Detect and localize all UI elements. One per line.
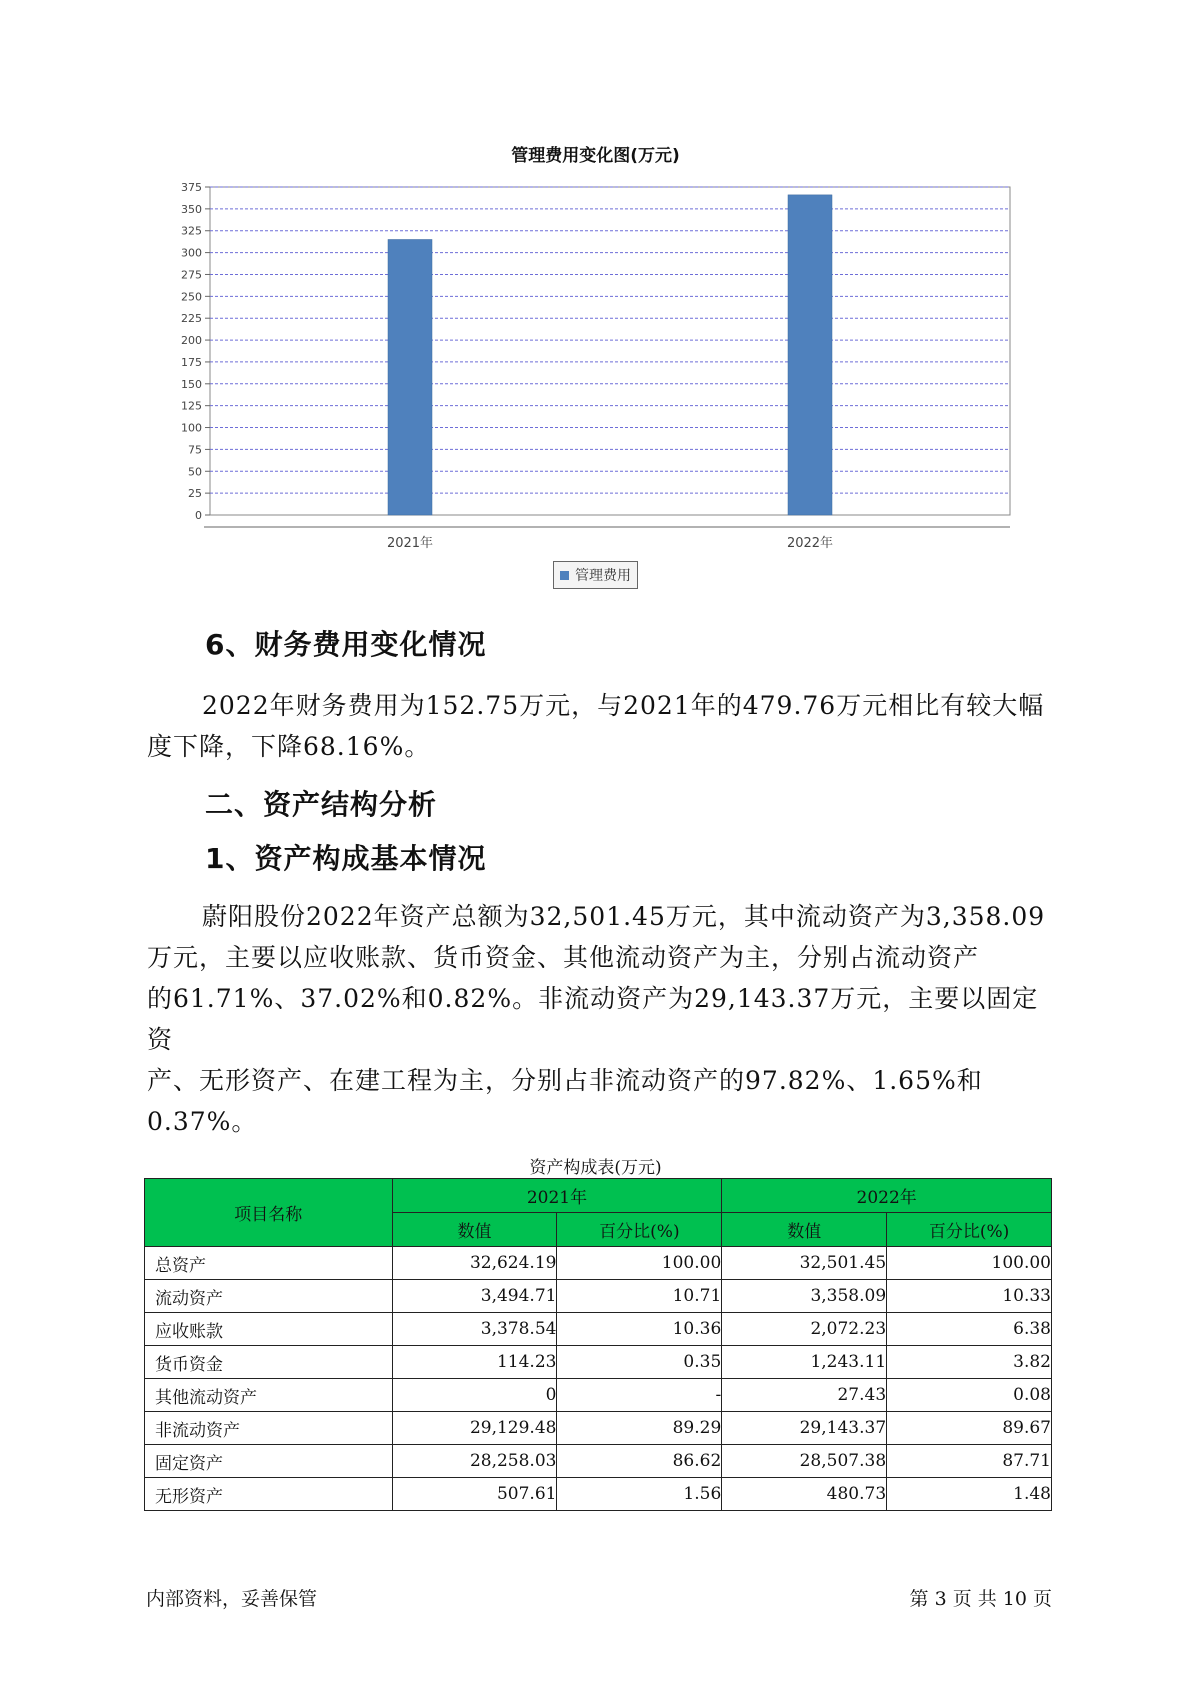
table-caption: 资产构成表(万元) bbox=[529, 1158, 662, 1178]
y-tick-label: 225 bbox=[181, 312, 202, 326]
cell-percent-2021: 10.71 bbox=[557, 1280, 722, 1313]
y-tick-label: 0 bbox=[195, 509, 202, 522]
cell-value-2022: 480.73 bbox=[722, 1478, 887, 1511]
paragraph-line: 度下降，下降68.16%。 bbox=[147, 732, 431, 761]
cell-percent-2022: 87.71 bbox=[887, 1445, 1052, 1478]
paragraph-line: 的61.71%、37.02%和0.82%。非流动资产为29,143.37万元，主要以固定资 bbox=[147, 984, 1039, 1054]
row-label: 总资产 bbox=[145, 1247, 393, 1280]
cell-value-2022: 3,358.09 bbox=[722, 1280, 887, 1313]
table-row bbox=[145, 1313, 1052, 1346]
cell-percent-2022: 0.08 bbox=[887, 1379, 1052, 1412]
row-label: 固定资产 bbox=[145, 1445, 393, 1478]
y-tick-label: 325 bbox=[181, 224, 202, 238]
y-tick-label: 350 bbox=[181, 202, 202, 216]
bar bbox=[788, 195, 832, 515]
cell-value-2021: 507.61 bbox=[392, 1478, 557, 1511]
paragraph-line: 万元，主要以应收账款、货币资金、其他流动资产为主，分别占流动资产 bbox=[147, 943, 980, 972]
section-6-heading: 6、财务费用变化情况 bbox=[205, 628, 487, 661]
x-tick-label: 2021年 bbox=[386, 536, 434, 550]
header-percent: 百分比(%) bbox=[557, 1213, 722, 1247]
cell-percent-2022: 1.48 bbox=[887, 1478, 1052, 1511]
paragraph-line: 2022年财务费用为152.75万元，与2021年的479.76万元相比有较大幅 bbox=[202, 691, 1045, 720]
y-tick-label: 375 bbox=[181, 181, 202, 194]
cell-value-2022: 32,501.45 bbox=[722, 1247, 887, 1280]
y-tick-label: 200 bbox=[181, 334, 202, 348]
paragraph-line: 0.37%。 bbox=[147, 1107, 258, 1136]
cell-percent-2021: 10.36 bbox=[557, 1313, 722, 1346]
cell-value-2021: 114.23 bbox=[392, 1346, 557, 1379]
cell-value-2022: 28,507.38 bbox=[722, 1445, 887, 1478]
row-label: 其他流动资产 bbox=[145, 1379, 393, 1412]
cell-percent-2022: 6.38 bbox=[887, 1313, 1052, 1346]
cell-percent-2021: 100.00 bbox=[557, 1247, 722, 1280]
cell-percent-2021: 86.62 bbox=[557, 1445, 722, 1478]
paragraph-line: 蔚阳股份2022年资产总额为32,501.45万元，其中流动资产为3,358.09 bbox=[202, 902, 1046, 931]
paragraph-line: 产、无形资产、在建工程为主，分别占非流动资产的97.82%、1.65%和 bbox=[147, 1066, 983, 1095]
section-1-heading: 1、资产构成基本情况 bbox=[205, 842, 487, 875]
cell-percent-2022: 10.33 bbox=[887, 1280, 1052, 1313]
row-label: 无形资产 bbox=[145, 1478, 393, 1511]
y-tick-label: 25 bbox=[188, 487, 202, 501]
row-label: 非流动资产 bbox=[145, 1412, 393, 1445]
table-row bbox=[145, 1346, 1052, 1379]
table-row bbox=[145, 1247, 1052, 1280]
cell-value-2021: 29,129.48 bbox=[392, 1412, 557, 1445]
cell-value-2022: 1,243.11 bbox=[722, 1346, 887, 1379]
cell-value-2022: 29,143.37 bbox=[722, 1412, 887, 1445]
footer-confidential-note: 内部资料，妥善保管 bbox=[146, 1588, 318, 1610]
x-tick-label: 2022年 bbox=[786, 536, 834, 550]
cell-value-2021: 0 bbox=[392, 1379, 557, 1412]
section-2-heading: 二、资产结构分析 bbox=[205, 788, 438, 821]
bar bbox=[388, 239, 432, 515]
y-tick-label: 75 bbox=[188, 443, 202, 457]
footer-page-number: 第 3 页 共 10 页 bbox=[909, 1588, 1052, 1610]
asset-table bbox=[144, 1178, 1052, 1511]
legend-label: 管理费用 bbox=[575, 568, 631, 584]
table-row bbox=[145, 1280, 1052, 1313]
cell-value-2022: 27.43 bbox=[722, 1379, 887, 1412]
cell-percent-2022: 3.82 bbox=[887, 1346, 1052, 1379]
chart-title: 管理费用变化图(万元) bbox=[511, 146, 680, 166]
cell-percent-2021: - bbox=[557, 1379, 722, 1412]
row-label: 货币资金 bbox=[145, 1346, 393, 1379]
header-percent: 百分比(%) bbox=[887, 1213, 1052, 1247]
cell-value-2021: 3,494.71 bbox=[392, 1280, 557, 1313]
section-6-paragraph bbox=[147, 685, 1057, 767]
y-tick-label: 50 bbox=[188, 465, 202, 479]
header-year-2021: 2021年 bbox=[392, 1179, 722, 1213]
table-row bbox=[145, 1412, 1052, 1445]
cell-value-2021: 28,258.03 bbox=[392, 1445, 557, 1478]
cell-percent-2022: 89.67 bbox=[887, 1412, 1052, 1445]
cell-percent-2021: 1.56 bbox=[557, 1478, 722, 1511]
legend-swatch bbox=[560, 571, 569, 580]
table-row bbox=[145, 1379, 1052, 1412]
y-tick-label: 300 bbox=[181, 246, 202, 260]
section-1-paragraph bbox=[147, 896, 1057, 1142]
y-tick-label: 175 bbox=[181, 355, 202, 369]
plot-area bbox=[210, 187, 1010, 515]
chart-legend bbox=[553, 561, 638, 589]
cell-percent-2021: 89.29 bbox=[557, 1412, 722, 1445]
y-tick-label: 275 bbox=[181, 268, 202, 282]
y-tick-label: 125 bbox=[181, 399, 202, 413]
header-item-name: 项目名称 bbox=[145, 1179, 393, 1247]
table-row bbox=[145, 1445, 1052, 1478]
y-tick-label: 100 bbox=[181, 421, 202, 435]
row-label: 应收账款 bbox=[145, 1313, 393, 1346]
row-label: 流动资产 bbox=[145, 1280, 393, 1313]
table-row bbox=[145, 1478, 1052, 1511]
bar-chart bbox=[150, 175, 1020, 550]
cell-value-2022: 2,072.23 bbox=[722, 1313, 887, 1346]
cell-percent-2021: 0.35 bbox=[557, 1346, 722, 1379]
header-year-2022: 2022年 bbox=[722, 1179, 1052, 1213]
cell-value-2021: 32,624.19 bbox=[392, 1247, 557, 1280]
header-value: 数值 bbox=[392, 1213, 557, 1247]
cell-percent-2022: 100.00 bbox=[887, 1247, 1052, 1280]
y-tick-label: 250 bbox=[181, 290, 202, 304]
y-tick-label: 150 bbox=[181, 377, 202, 391]
header-value: 数值 bbox=[722, 1213, 887, 1247]
cell-value-2021: 3,378.54 bbox=[392, 1313, 557, 1346]
